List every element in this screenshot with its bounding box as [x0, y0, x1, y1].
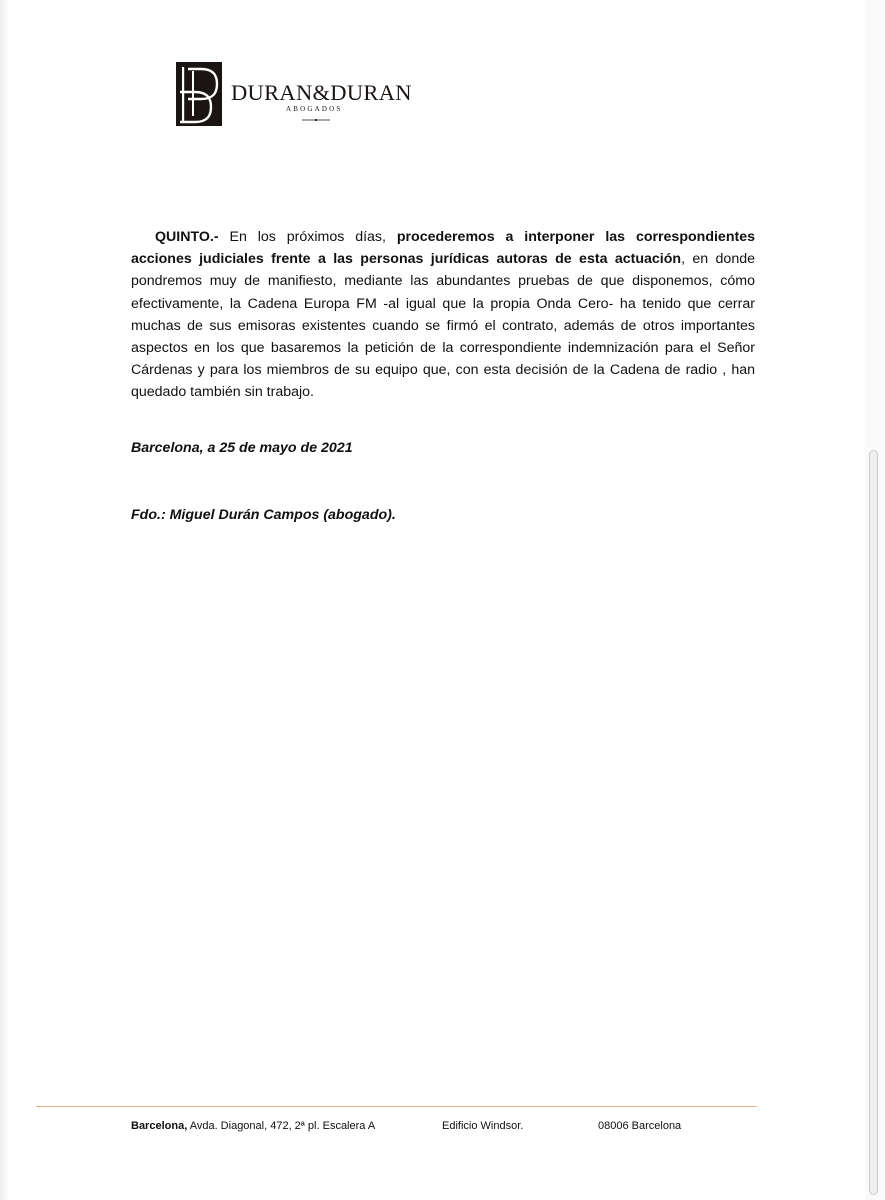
scrollbar-thumb[interactable]	[869, 450, 878, 1195]
footer-address-text: Avda. Diagonal, 472, 2ª pl. Escalera A	[187, 1120, 376, 1132]
firm-subtitle: ABOGADOS	[286, 105, 343, 113]
footer-divider	[36, 1106, 757, 1107]
paragraph-text-1: En los próximos días,	[218, 229, 397, 245]
footer-building: Edificio Windsor.	[442, 1120, 524, 1132]
footer-postal-city: 08006 Barcelona	[598, 1120, 682, 1132]
footer-address	[131, 1120, 375, 1132]
footer-city-bold: Barcelona,	[131, 1120, 188, 1132]
paragraph-text-2: , en donde pondremos muy de manifiesto, mediante las abundantes pruebas de que disponemos, cómo efectivamente, la Cadena Europa FM -al igual que la propia Onda Cero- ha tenido que cerrar muchas de sus emisoras existentes cuando se firmó el contrato, además de otros importantes aspectos en los que basaremos la petición de la correspondiente indemnización para el Señor Cárdenas y para los miembros de su equipo que, con esta decisión de la Cadena de radio , han quedado también sin trabajo.	[131, 251, 755, 401]
page-left-edge	[0, 0, 9, 1200]
dd-monogram-icon	[176, 62, 222, 126]
document-signature: Fdo.: Miguel Durán Campos (abogado).	[131, 507, 396, 523]
logo-ornament	[302, 118, 330, 122]
paragraph-bold-text: procederemos a interponer las correspondientes acciones judiciales frente a las personas jurídicas autoras de esta actuación	[131, 229, 755, 268]
firm-name: DURAN&DURAN	[231, 80, 412, 105]
paragraph-label: QUINTO.-	[155, 229, 219, 245]
document-date: Barcelona, a 25 de mayo de 2021	[131, 440, 353, 456]
document-body	[131, 226, 755, 404]
firm-logo	[176, 62, 416, 128]
paragraph-quinto	[131, 226, 755, 404]
